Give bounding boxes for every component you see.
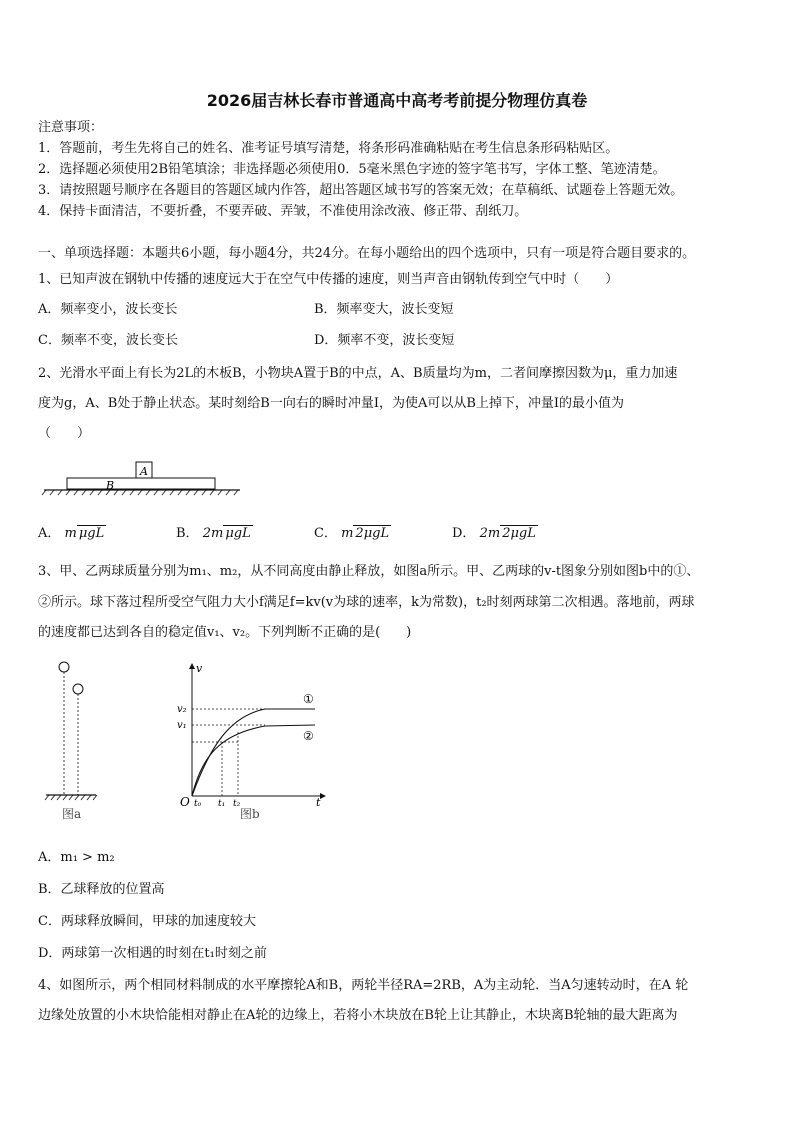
fig-b-caption: 图b [240,807,260,821]
q2-option-b: B． 2m μgL [176,526,251,541]
section-heading: 一、单项选择题：本题共6小题，每小题4分，共24分。在每小题给出的四个选项中，只有一项是符合题目要求的。 [38,246,696,261]
notice-item-3: 3．请按照题号顺序在各题目的答题区域内作答，超出答题区域书写的答案无效；在草稿纸、试题卷上答题无效。 [38,183,684,198]
q2-figure-board-block [40,455,250,500]
notice-item-4: 4．保持卡面清洁，不要折叠，不要弄破、弄皱，不准使用涂改液、修正带、刮纸刀。 [38,204,528,219]
q2-stem-line-1: 2、光滑水平面上有长为2L的木板B，小物块A置于B的中点，A、B质量均为m，二者间摩擦因数为μ，重力加速 [38,366,678,381]
t1-label: t₁ [218,799,226,809]
q3-figure-a [40,656,110,826]
notice-item-2: 2．选择题必须使用2B铅笔填涂；非选择题必须使用0．5毫米黑色字迹的签字笔书写，字体工整、笔迹清楚。 [38,162,666,177]
axis-v-label: v [196,662,203,675]
q4-stem-line-1: 4、如图所示，两个相同材料制成的水平摩擦轮A和B，两轮半径RA=2RB，A为主动轮．当A匀速转动时，在A 轮 [38,978,689,993]
block-a-label: A [140,465,148,478]
q1-option-b: B．频率变大，波长变短 [314,302,454,317]
curve-2-yi [192,725,315,796]
fig-a-caption: 图a [62,807,82,821]
q1-stem: 1、已知声波在钢轨中传播的速度远大于在空气中传播的速度，则当声音由钢轨传到空气中时（ ） [38,272,619,287]
board-b-label: B [106,479,115,492]
q3-option-d: D．两球第一次相遇的时刻在t₁时刻之前 [38,946,267,961]
q1-option-c: C．频率不变，波长变长 [38,333,178,348]
board-b [67,478,215,489]
q3-stem-line-2: ②所示。球下落过程所受空气阻力大小f满足f=kv(v为球的速率，k为常数)，t₂时刻两球第二次相遇。落地前，两球 [38,595,695,610]
q2-stem-line-3: （ ） [38,426,91,441]
ball-jia [59,662,69,672]
q3-option-c: C．两球释放瞬间，甲球的加速度较大 [38,914,256,929]
ground-hatch-a [45,795,97,800]
v2-label: v₂ [177,704,187,715]
q2-option-c: C． m 2μgL [314,526,390,541]
ball-yi [73,684,83,694]
curve-1-jia [192,709,315,796]
t0-label: t₀ [194,799,202,809]
q3-option-b: B．乙球释放的位置高 [38,882,165,897]
q2-option-d: D． 2m 2μgL [452,526,536,541]
q3-stem-line-1: 3、甲、乙两球质量分别为m₁、m₂，从不同高度由静止释放，如图a所示。甲、乙两球的v-t图象分别如图b中的①、 [38,564,700,579]
q4-stem-line-2: 边缘处放置的小木块恰能相对静止在A轮的边缘上，若将小木块放在B轮上让其静止，木块离B轮轴的最大距离为 [38,1008,678,1023]
q2-stem-line-2: 度为g，A、B处于静止状态。某时刻给B一向右的瞬时冲量I，为使A可以从B上掉下，冲量I的最小值为 [38,396,625,411]
q1-option-d: D．频率不变，波长变短 [314,333,455,348]
page-title: 2026届吉林长春市普通高中高考考前提分物理仿真卷 [206,91,588,110]
origin-label: O [180,795,190,809]
v1-label: v₁ [177,720,187,731]
axis-t-label: t [316,796,321,809]
t2-label: t₂ [233,799,241,809]
q3-option-a: A．m₁ > m₂ [38,850,115,865]
q1-option-a: A．频率变小，波长变长 [38,302,178,317]
q3-stem-line-3: 的速度都已达到各自的稳定值v₁、v₂。下列判断不正确的是( ) [38,625,412,640]
ground-hatch [42,490,238,495]
curve-1-label: ① [303,692,314,706]
notice-heading: 注意事项： [38,120,104,135]
notice-item-1: 1．答题前，考生先将自己的姓名、准考证号填写清楚，将条形码准确粘贴在考生信息条形码粘贴区。 [38,141,619,156]
q2-option-a: A． m μgL [38,526,105,541]
q3-figure-b-vt-graph [170,656,340,826]
curve-2-label: ② [303,729,314,743]
